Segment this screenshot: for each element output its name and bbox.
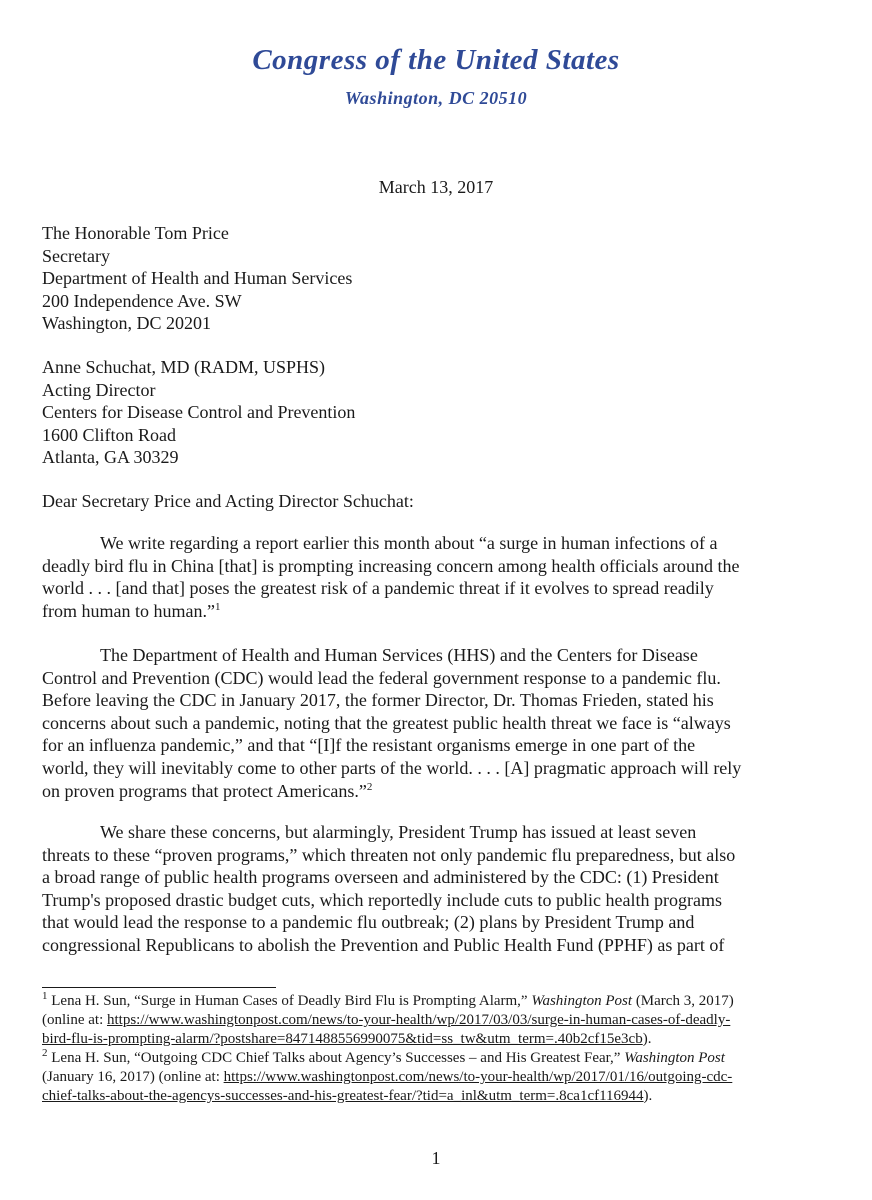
- footnote-line: [42, 1049, 832, 1068]
- paragraph-text: from human to human.”: [42, 600, 215, 621]
- paragraph-line: for an influenza pandemic,” and that “[I]f the resistant organisms emerge in one part of the: [42, 735, 696, 756]
- paragraph-line: congressional Republicans to abolish the Prevention and Public Health Fund (PPHF) as part of: [42, 934, 725, 955]
- paragraph-line: world . . . [and that] poses the greatest risk of a pandemic threat if it evolves to spread readily: [42, 578, 714, 599]
- paragraph-line: We write regarding a report earlier this month about “a surge in human infections of a: [100, 533, 718, 553]
- recipient-street: 200 Independence Ave. SW: [42, 290, 242, 311]
- recipient-city: Washington, DC 20201: [42, 313, 212, 334]
- recipient-street: 1600 Clifton Road: [42, 424, 176, 445]
- footnote-divider: [42, 987, 276, 988]
- recipient-org: Centers for Disease Control and Prevention: [42, 402, 356, 423]
- footnote-citation: Lena H. Sun, “Surge in Human Cases of Deadly Bird Flu is Prompting Alarm,”: [51, 993, 532, 1009]
- paragraph-line: [42, 600, 832, 623]
- recipient-address-1: [42, 222, 352, 335]
- footnote-online-prefix: (online at:: [42, 1012, 107, 1028]
- paragraph-line: deadly bird flu in China [that] is prompting increasing concern among health officials around the: [42, 555, 740, 576]
- footnote-publication: Washington Post: [531, 993, 633, 1009]
- paragraph-line: Control and Prevention (CDC) would lead the federal government response to a pandemic flu.: [42, 667, 721, 688]
- footnote-number: 1: [42, 990, 48, 1002]
- paragraph-text: on proven programs that protect Americans.”: [42, 780, 367, 801]
- footnote-citation: Lena H. Sun, “Outgoing CDC Chief Talks about Agency’s Successes – and His Greatest Fear,”: [51, 1050, 625, 1066]
- recipient-name: Anne Schuchat, MD (RADM, USPHS): [42, 357, 325, 377]
- footnote-line: [42, 1068, 832, 1087]
- footnote-line: [42, 1030, 832, 1049]
- footnote-1: [42, 992, 832, 1049]
- letterhead-title: Congress of the United States: [252, 44, 620, 76]
- footnote-date: (March 3, 2017): [632, 993, 734, 1009]
- footnote-number: 2: [42, 1047, 48, 1059]
- footnote-line: [42, 1011, 832, 1030]
- footnote-link[interactable]: https://www.washingtonpost.com/news/to-your-health/wp/2017/01/16/outgoing-cdc-: [223, 1069, 733, 1085]
- letter-date: March 13, 2017: [378, 177, 494, 197]
- paragraph-line: a broad range of public health programs overseen and administered by the CDC: (1) President: [42, 867, 719, 888]
- recipient-title: Secretary: [42, 245, 110, 266]
- recipient-city: Atlanta, GA 30329: [42, 447, 179, 468]
- paragraph-line: We share these concerns, but alarmingly, President Trump has issued at least seven: [100, 822, 697, 842]
- salutation: Dear Secretary Price and Acting Director Schuchat:: [42, 491, 414, 511]
- letterhead-address: Washington, DC 20510: [344, 88, 528, 108]
- footnote-close: ).: [643, 1088, 653, 1104]
- footnote-ref[interactable]: 2: [366, 780, 373, 793]
- footnote-online-prefix: (January 16, 2017) (online at:: [42, 1069, 224, 1085]
- footnote-link[interactable]: https://www.washingtonpost.com/news/to-your-health/wp/2017/03/03/surge-in-human-cases-of-deadly-: [106, 1012, 731, 1028]
- recipient-name: The Honorable Tom Price: [42, 223, 229, 243]
- paragraph-line: concerns about such a pandemic, noting that the greatest public health threat we face is “always: [42, 712, 731, 733]
- footnotes: [42, 992, 832, 1106]
- footnote-link[interactable]: chief-talks-about-the-agencys-successes-and-his-greatest-fear/?tid=a_inl&utm_term=.8ca1cf116944: [42, 1088, 644, 1104]
- recipient-org: Department of Health and Human Services: [42, 268, 353, 289]
- footnote-link[interactable]: bird-flu-is-prompting-alarm/?postshare=8471488556990075&tid=ss_tw&utm_term=.40b2cf15e3cb: [42, 1031, 643, 1047]
- body-paragraph-3: [42, 821, 832, 957]
- body-paragraph-2: [42, 644, 832, 802]
- recipient-title: Acting Director: [42, 379, 156, 400]
- footnote-ref[interactable]: 1: [214, 600, 221, 613]
- footnote-2: [42, 1049, 832, 1106]
- paragraph-line: [42, 780, 832, 803]
- paragraph-line: Trump's proposed drastic budget cuts, which reportedly include cuts to public health programs: [42, 889, 722, 910]
- footnote-line: [42, 992, 832, 1011]
- paragraph-line: threats to these “proven programs,” which threaten not only pandemic flu preparedness, but also: [42, 844, 736, 865]
- paragraph-line: world, they will inevitably come to other parts of the world. . . . [A] pragmatic approach will rely: [42, 757, 742, 778]
- paragraph-line: that would lead the response to a pandemic flu outbreak; (2) plans by President Trump and: [42, 912, 695, 933]
- footnote-publication: Washington Post: [624, 1050, 725, 1066]
- body-paragraph-1: [42, 532, 832, 622]
- paragraph-line: The Department of Health and Human Services (HHS) and the Centers for Disease: [100, 645, 698, 665]
- footnote-line: [42, 1087, 832, 1106]
- page-number: 1: [431, 1148, 441, 1168]
- paragraph-line: Before leaving the CDC in January 2017, the former Director, Dr. Thomas Frieden, stated his: [42, 690, 714, 711]
- recipient-address-2: [42, 356, 355, 469]
- footnote-close: ).: [642, 1031, 652, 1047]
